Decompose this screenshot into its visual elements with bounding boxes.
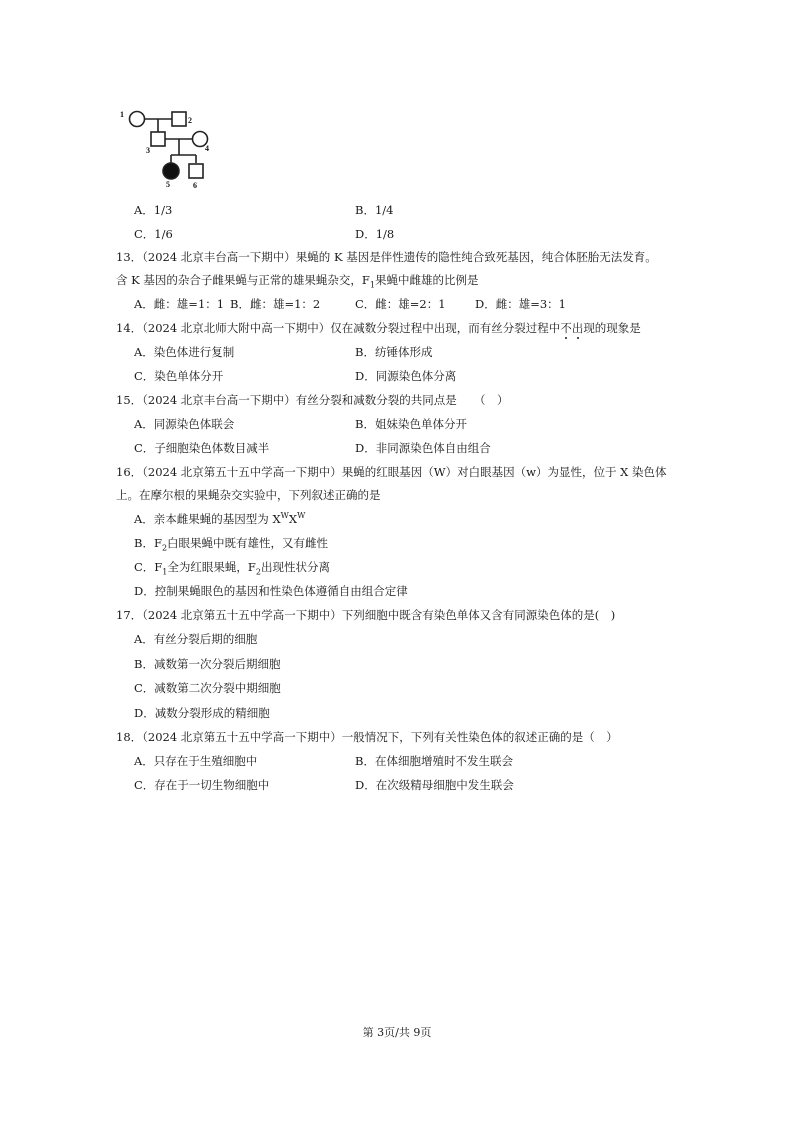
q17-option-b: B．减数第一次分裂后期细胞 <box>134 657 281 671</box>
q17-stem: 17．（2024 北京第五十五中学高一下期中）下列细胞中既含有染色单体又含有同源染色体的是( ) <box>116 608 616 622</box>
q16-stem-line2: 上。在摩尔根的果蝇杂交实验中，下列叙述正确的是 <box>116 488 381 502</box>
pedigree-label-2: 2 <box>188 116 192 125</box>
q15-stem: 15．（2024 北京丰台高一下期中）有丝分裂和减数分裂的共同点是 （ ） <box>116 393 509 407</box>
pedigree-label-4: 4 <box>205 144 209 153</box>
pedigree-individual-3 <box>151 132 165 146</box>
q16-option-d: D．控制果蝇眼色的基因和性染色体遵循自由组合定律 <box>134 584 408 598</box>
q12-option-a: A．1/3 <box>134 203 173 217</box>
q17-option-a: A．有丝分裂后期的细胞 <box>134 632 258 646</box>
q18-option-c: C．存在于一切生物细胞中 <box>134 778 270 792</box>
q16-option-c: C．$F_1$全为红眼果蝇，$F_2$出现性状分离 <box>134 560 330 577</box>
q14-option-b: B．纺锤体形成 <box>355 345 433 359</box>
q18-stem: 18．（2024 北京第五十五中学高一下期中）一般情况下，下列有关性染色体的叙述正确的是（ ） <box>116 730 618 744</box>
q13-option-a: A．雌：雄=1：1 <box>134 297 225 311</box>
q14-option-c: C．染色单体分开 <box>134 369 224 383</box>
pedigree-individual-1 <box>130 112 145 127</box>
q13-option-c: C．雌：雄=2：1 <box>355 297 446 311</box>
page-footer: 第 3页/共 9页 <box>362 1026 432 1039</box>
q12-option-c: C．1/6 <box>134 227 173 241</box>
q14-stem: 14．（2024 北京北师大附中高一下期中）仅在减数分裂过程中出现，而有丝分裂过程中不出现的现象是 <box>116 321 641 335</box>
q14-option-a: A．染色体进行复制 <box>134 345 235 359</box>
q17-option-c: C．减数第二次分裂中期细胞 <box>134 681 281 695</box>
pedigree-individual-6 <box>189 164 203 178</box>
pedigree-individual-5 <box>163 163 179 179</box>
q16-option-a: A．亲本雌果蝇的基因型为 $X^WX^W$ <box>134 511 306 526</box>
q13-stem-line2: 含 K 基因的杂合子雌果蝇与正常的雄果蝇杂交，$F_1$果蝇中雌雄的比例是 <box>116 273 479 290</box>
q12-option-b: B．1/4 <box>355 203 394 217</box>
q15-option-a: A．同源染色体联会 <box>134 417 235 431</box>
q15-option-c: C．子细胞染色体数目减半 <box>134 441 270 455</box>
pedigree-chart <box>116 100 226 192</box>
pedigree-label-5: 5 <box>166 180 170 189</box>
q16-option-b: B．$F_2$白眼果蝇中既有雄性，又有雌性 <box>134 536 329 553</box>
q13-stem-line1: 13．（2024 北京丰台高一下期中）果蝇的 K 基因是伴性遗传的隐性纯合致死基因，纯合体胚胎无法发育。 <box>116 250 657 264</box>
pedigree-label-3: 3 <box>146 146 150 155</box>
q13-option-d: D．雌：雄=3：1 <box>475 297 566 311</box>
q14-option-d: D．同源染色体分离 <box>355 369 457 383</box>
q15-option-b: B．姐妹染色单体分开 <box>355 417 467 431</box>
q15-option-d: D．非同源染色体自由组合 <box>355 441 491 455</box>
q12-option-d: D．1/8 <box>355 227 395 241</box>
q16-stem-line1: 16．（2024 北京第五十五中学高一下期中）果蝇的红眼基因（W）对白眼基因（w）为显性，位于 X 染色体 <box>116 465 667 479</box>
pedigree-individual-2 <box>172 112 186 126</box>
q18-option-b: B．在体细胞增殖时不发生联会 <box>355 754 513 768</box>
q17-option-d: D．减数分裂形成的精细胞 <box>134 706 270 720</box>
pedigree-label-1: 1 <box>120 110 124 119</box>
pedigree-label-6: 6 <box>193 181 197 190</box>
q18-option-a: A．只存在于生殖细胞中 <box>134 754 258 768</box>
q13-option-b: B．雌：雄=1：2 <box>230 297 321 311</box>
q18-option-d: D．在次级精母细胞中发生联会 <box>355 778 514 792</box>
